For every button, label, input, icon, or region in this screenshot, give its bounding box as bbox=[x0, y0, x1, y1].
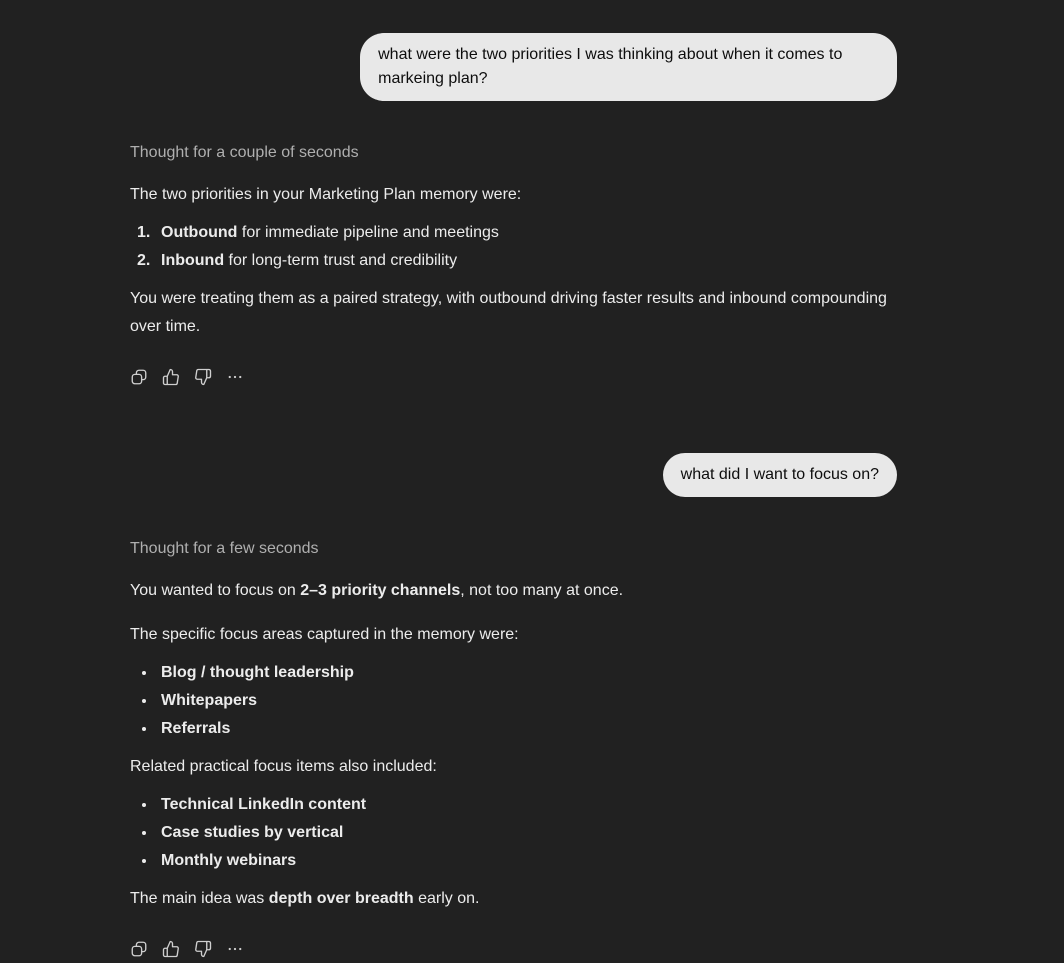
list-item bbox=[161, 219, 897, 247]
user-message-bubble: what were the two priorities I was thinking about when it comes to markeing plan? bbox=[360, 33, 897, 101]
assistant-turn-2 bbox=[130, 535, 897, 963]
list-item-bold: Inbound bbox=[161, 252, 225, 269]
chat-thread bbox=[130, 0, 897, 963]
thumbs-up-button[interactable] bbox=[157, 935, 185, 963]
list-item: Blog / thought leadership bbox=[161, 659, 897, 687]
list-item: Referrals bbox=[161, 715, 897, 743]
more-options-button[interactable] bbox=[221, 935, 249, 963]
user-turn-2 bbox=[130, 453, 897, 497]
practical-focus-list bbox=[130, 791, 897, 875]
thought-duration-label[interactable]: Thought for a few seconds bbox=[130, 540, 319, 557]
copy-button[interactable] bbox=[125, 363, 153, 391]
more-options-button[interactable] bbox=[221, 363, 249, 391]
thumbs-up-icon bbox=[162, 368, 180, 386]
user-turn-1 bbox=[130, 33, 897, 101]
paragraph-text: The main idea was bbox=[130, 890, 269, 907]
paragraph-bold: 2–3 priority channels bbox=[300, 582, 461, 599]
copy-icon bbox=[130, 368, 148, 386]
copy-icon bbox=[130, 940, 148, 958]
list-item-bold: Outbound bbox=[161, 224, 238, 241]
assistant-paragraph: Related practical focus items also included: bbox=[130, 758, 437, 775]
list-item-text: for long-term trust and credibility bbox=[224, 252, 458, 269]
list-item: Technical LinkedIn content bbox=[161, 791, 897, 819]
list-item bbox=[161, 247, 897, 275]
assistant-message-body bbox=[130, 181, 897, 357]
paragraph-text: , not too many at once. bbox=[460, 582, 624, 599]
more-options-icon bbox=[226, 940, 244, 958]
list-item: Whitepapers bbox=[161, 687, 897, 715]
assistant-message-body bbox=[130, 577, 897, 929]
assistant-paragraph bbox=[130, 577, 897, 605]
message-actions bbox=[125, 935, 897, 963]
assistant-paragraph: The two priorities in your Marketing Plan memory were: bbox=[130, 186, 522, 203]
copy-button[interactable] bbox=[125, 935, 153, 963]
assistant-paragraph: The specific focus areas captured in the memory were: bbox=[130, 626, 519, 643]
thumbs-down-icon bbox=[194, 368, 212, 386]
list-item: Case studies by vertical bbox=[161, 819, 897, 847]
thumbs-up-button[interactable] bbox=[157, 363, 185, 391]
thumbs-down-icon bbox=[194, 940, 212, 958]
thought-duration-label[interactable]: Thought for a couple of seconds bbox=[130, 144, 359, 161]
assistant-turn-1 bbox=[130, 139, 897, 391]
priorities-numbered-list bbox=[130, 219, 897, 275]
assistant-paragraph bbox=[130, 885, 897, 913]
paragraph-bold: depth over breadth bbox=[268, 890, 414, 907]
more-options-icon bbox=[226, 368, 244, 386]
paragraph-text: You wanted to focus on bbox=[130, 582, 301, 599]
paragraph-text: early on. bbox=[413, 890, 480, 907]
focus-areas-list bbox=[130, 659, 897, 743]
list-item: Monthly webinars bbox=[161, 847, 897, 875]
message-actions bbox=[125, 363, 897, 391]
list-item-text: for immediate pipeline and meetings bbox=[237, 224, 499, 241]
assistant-paragraph: You were treating them as a paired strategy, with outbound driving faster results and inbound compounding over time. bbox=[130, 290, 887, 335]
thumbs-down-button[interactable] bbox=[189, 935, 217, 963]
thumbs-down-button[interactable] bbox=[189, 363, 217, 391]
user-message-bubble: what did I want to focus on? bbox=[663, 453, 897, 497]
thumbs-up-icon bbox=[162, 940, 180, 958]
